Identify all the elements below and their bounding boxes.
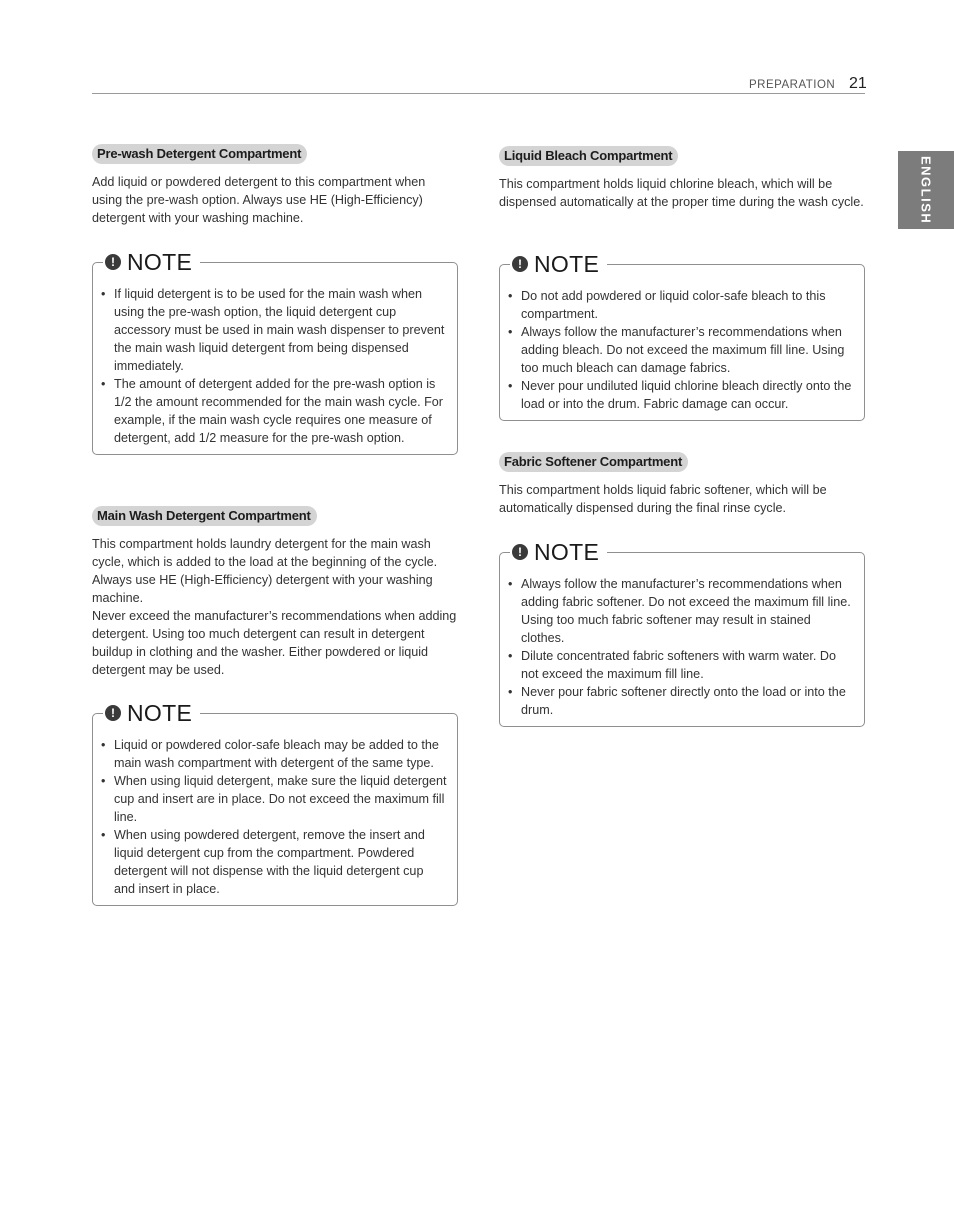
prewash-heading: Pre-wash Detergent Compartment <box>92 144 307 164</box>
exclamation-icon: ! <box>105 254 121 270</box>
note-label: NOTE <box>127 700 193 726</box>
prewash-section <box>92 144 458 227</box>
language-tab <box>898 151 954 229</box>
note-box <box>499 539 865 727</box>
page-number: 21 <box>849 75 867 92</box>
exclamation-icon: ! <box>512 256 528 272</box>
mainwash-paragraph: This compartment holds laundry detergent for the main wash cycle, which is added to the load at the beginning of the cycle. Always use HE (High-Efficiency) detergent with your washing machine. <box>92 537 438 605</box>
note-box <box>92 700 458 906</box>
mainwash-note <box>92 700 458 906</box>
header-section-title: PREPARATION <box>749 79 836 91</box>
softener-description: This compartment holds liquid fabric softener, which will be automatically dispensed during the final rinse cycle. <box>499 483 827 515</box>
note-box <box>92 249 458 455</box>
softener-note <box>499 539 865 727</box>
note-item: • The amount of detergent added for the pre-wash option is 1/2 the amount recommended for the main wash cycle. For example, if the main wash cycle requires one measure of detergent, add 1/2 measure for the pre-wash option. <box>101 375 447 447</box>
note-item: • Always follow the manufacturer’s recommendations when adding fabric softener. Do not exceed the maximum fill line. Using too much fabric softener may result in stained clothes. <box>508 575 854 647</box>
note-header <box>510 539 607 565</box>
note-item: • If liquid detergent is to be used for the main wash when using the pre-wash option, the liquid detergent cup accessory must be used in main wash dispenser to prevent the main wash liquid detergent from being dispensed immediately. <box>101 285 447 375</box>
note-item: • Dilute concentrated fabric softeners with warm water. Do not exceed the maximum fill line. <box>508 647 854 683</box>
note-list <box>508 575 854 719</box>
note-box <box>499 251 865 421</box>
bleach-heading: Liquid Bleach Compartment <box>499 146 678 166</box>
mainwash-description <box>92 535 458 679</box>
note-header <box>510 251 607 277</box>
prewash-note <box>92 249 458 455</box>
exclamation-icon: ! <box>105 705 121 721</box>
bleach-description: This compartment holds liquid chlorine bleach, which will be dispensed automatically at the proper time during the wash cycle. <box>499 177 864 209</box>
note-header <box>103 700 200 726</box>
note-label: NOTE <box>534 251 600 277</box>
note-item: • Always follow the manufacturer’s recommendations when adding bleach. Do not exceed the maximum fill line. Using too much bleach can damage fabrics. <box>508 323 854 377</box>
note-header <box>103 249 200 275</box>
note-item: • Never pour fabric softener directly onto the load or into the drum. <box>508 683 854 719</box>
note-list <box>101 736 447 898</box>
note-item: • When using powdered detergent, remove the insert and liquid detergent cup from the compartment. Powdered detergent will not dispense with the liquid detergent cup and insert in place. <box>101 826 447 898</box>
note-item: • Liquid or powdered color-safe bleach may be added to the main wash compartment with detergent of the same type. <box>101 736 447 772</box>
bleach-note <box>499 251 865 421</box>
softener-heading: Fabric Softener Compartment <box>499 452 688 472</box>
language-tab-label: ENGLISH <box>918 155 934 225</box>
note-item: • When using liquid detergent, make sure the liquid detergent cup and insert are in place. Do not exceed the maximum fill line. <box>101 772 447 826</box>
note-item: • Do not add powdered or liquid color-safe bleach to this compartment. <box>508 287 854 323</box>
softener-section <box>499 452 865 517</box>
bleach-section <box>499 146 865 211</box>
prewash-description: Add liquid or powdered detergent to this compartment when using the pre-wash option. Always use HE (High-Efficiency) detergent with your washing machine. <box>92 175 426 225</box>
note-list <box>101 285 447 447</box>
note-label: NOTE <box>127 249 193 275</box>
mainwash-section <box>92 506 458 679</box>
header-divider <box>92 93 865 94</box>
exclamation-icon: ! <box>512 544 528 560</box>
mainwash-heading: Main Wash Detergent Compartment <box>92 506 317 526</box>
note-label: NOTE <box>534 539 600 565</box>
mainwash-paragraph: Never exceed the manufacturer’s recommendations when adding detergent. Using too much detergent can result in detergent buildup in clothing and the washer. Either powdered or liquid detergent may be used. <box>92 609 457 677</box>
note-item: • Never pour undiluted liquid chlorine bleach directly onto the load or into the drum. Fabric damage can occur. <box>508 377 854 413</box>
note-list <box>508 287 854 413</box>
